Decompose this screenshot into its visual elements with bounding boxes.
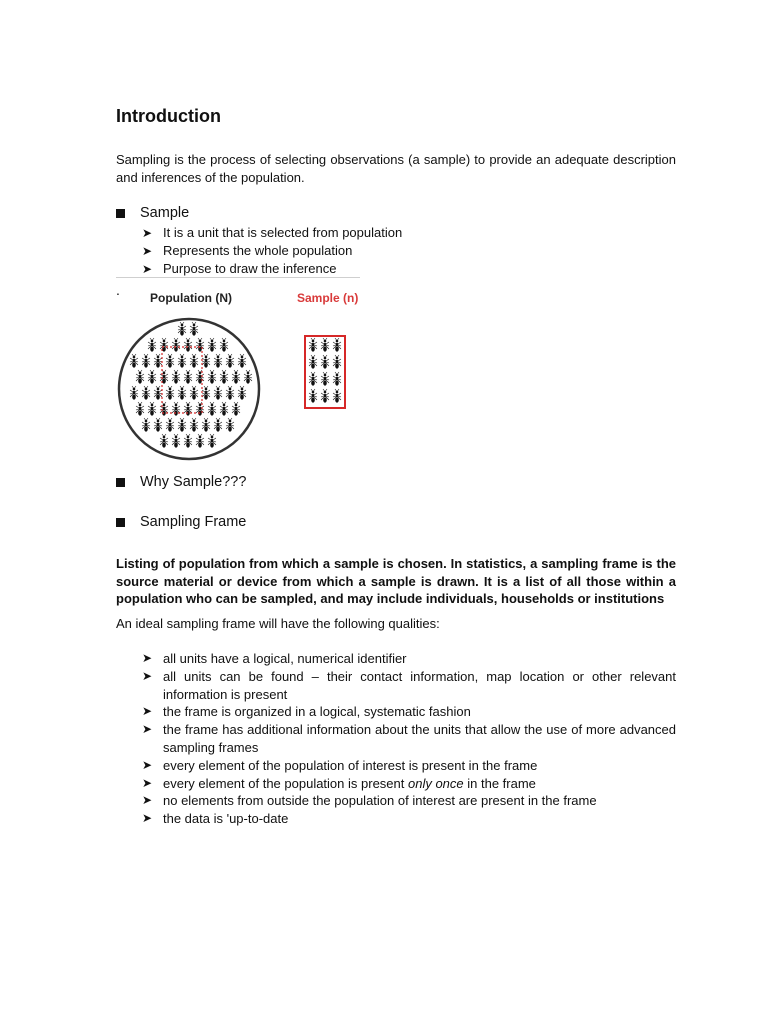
sample-ants (309, 338, 341, 403)
square-bullet-icon (116, 209, 125, 218)
intro-paragraph: Sampling is the process of selecting observations (a sample) to provide an adequate description and inferences of the population. (116, 152, 676, 185)
arrow-bullet-icon: ➤ (142, 668, 153, 683)
list-item: ➤ It is a unit that is selected from population (142, 225, 403, 240)
ant-icon (321, 338, 329, 352)
arrow-bullet-icon: ➤ (142, 704, 153, 719)
ant-icon (321, 389, 329, 403)
list-item: ➤ every element of the population is present only once in the frame (142, 775, 536, 791)
list-item: ➤ all units have a logical, numerical identifier (142, 651, 407, 666)
population-circle (119, 319, 259, 459)
emphasis-text: only once (407, 775, 464, 791)
sample-label: Sample (n) (297, 291, 359, 305)
ant-icon (321, 372, 329, 386)
square-bullet-icon (116, 518, 125, 527)
list-item: ➤ no elements from outside the population of interest are present in the frame (142, 793, 597, 809)
population-label: Population (N) (150, 291, 232, 305)
list-item: ➤ Purpose to draw the inference (142, 261, 337, 276)
square-bullet-icon (116, 478, 125, 487)
list-item: ➤ Represents the whole population (142, 243, 353, 258)
ant-icon (333, 389, 341, 403)
arrow-bullet-icon: ➤ (142, 775, 153, 790)
list-item: ➤ the frame has additional information about the units that allow the use of more advanced sampling frames (142, 722, 676, 755)
why-sample-heading-row (116, 474, 246, 490)
ant-icon (333, 338, 341, 352)
ant-icon (309, 389, 317, 403)
sampling-frame-heading: Sampling Frame (140, 514, 247, 530)
arrow-bullet-icon: ➤ (142, 811, 153, 826)
divider (116, 277, 360, 278)
why-sample-heading: Why Sample??? (140, 474, 247, 490)
arrow-bullet-icon: ➤ (142, 226, 153, 240)
sample-points-list (142, 224, 402, 278)
page-title: Introduction (116, 106, 221, 126)
list-item: ➤ all units can be found – their contact information, map location or other relevant information is present (142, 668, 676, 702)
arrow-bullet-icon: ➤ (142, 244, 153, 258)
ant-icon (321, 355, 329, 369)
list-item: ➤ the frame is organized in a logical, systematic fashion (142, 704, 471, 720)
list-item: ➤ every element of the population of interest is present in the frame (142, 757, 538, 773)
arrow-bullet-icon: ➤ (142, 793, 153, 808)
arrow-bullet-icon: ➤ (142, 651, 153, 665)
population-sample-figure (114, 285, 374, 470)
sample-heading: Sample (140, 205, 190, 221)
ant-icon (309, 355, 317, 369)
ant-icon (309, 338, 317, 352)
arrow-bullet-icon: ➤ (142, 722, 153, 737)
arrow-bullet-icon: ➤ (142, 262, 153, 276)
qualities-list (142, 650, 676, 828)
arrow-bullet-icon: ➤ (142, 757, 153, 772)
stray-dot: . (116, 282, 120, 298)
sample-heading-row (116, 205, 189, 221)
list-item: ➤ the data is 'up-to-date (142, 811, 289, 827)
sampling-frame-heading-row (116, 514, 246, 530)
qualities-intro: An ideal sampling frame will have the following qualities: (116, 616, 440, 631)
sampling-frame-definition: Listing of population from which a sample is chosen. In statistics, a sampling frame is the source material or device from which a sample is drawn. It is a list of all those within a population who can be sampled, and may include individuals, households or institutions (116, 556, 676, 607)
ant-icon (333, 372, 341, 386)
ant-icon (333, 355, 341, 369)
ant-icon (309, 372, 317, 386)
